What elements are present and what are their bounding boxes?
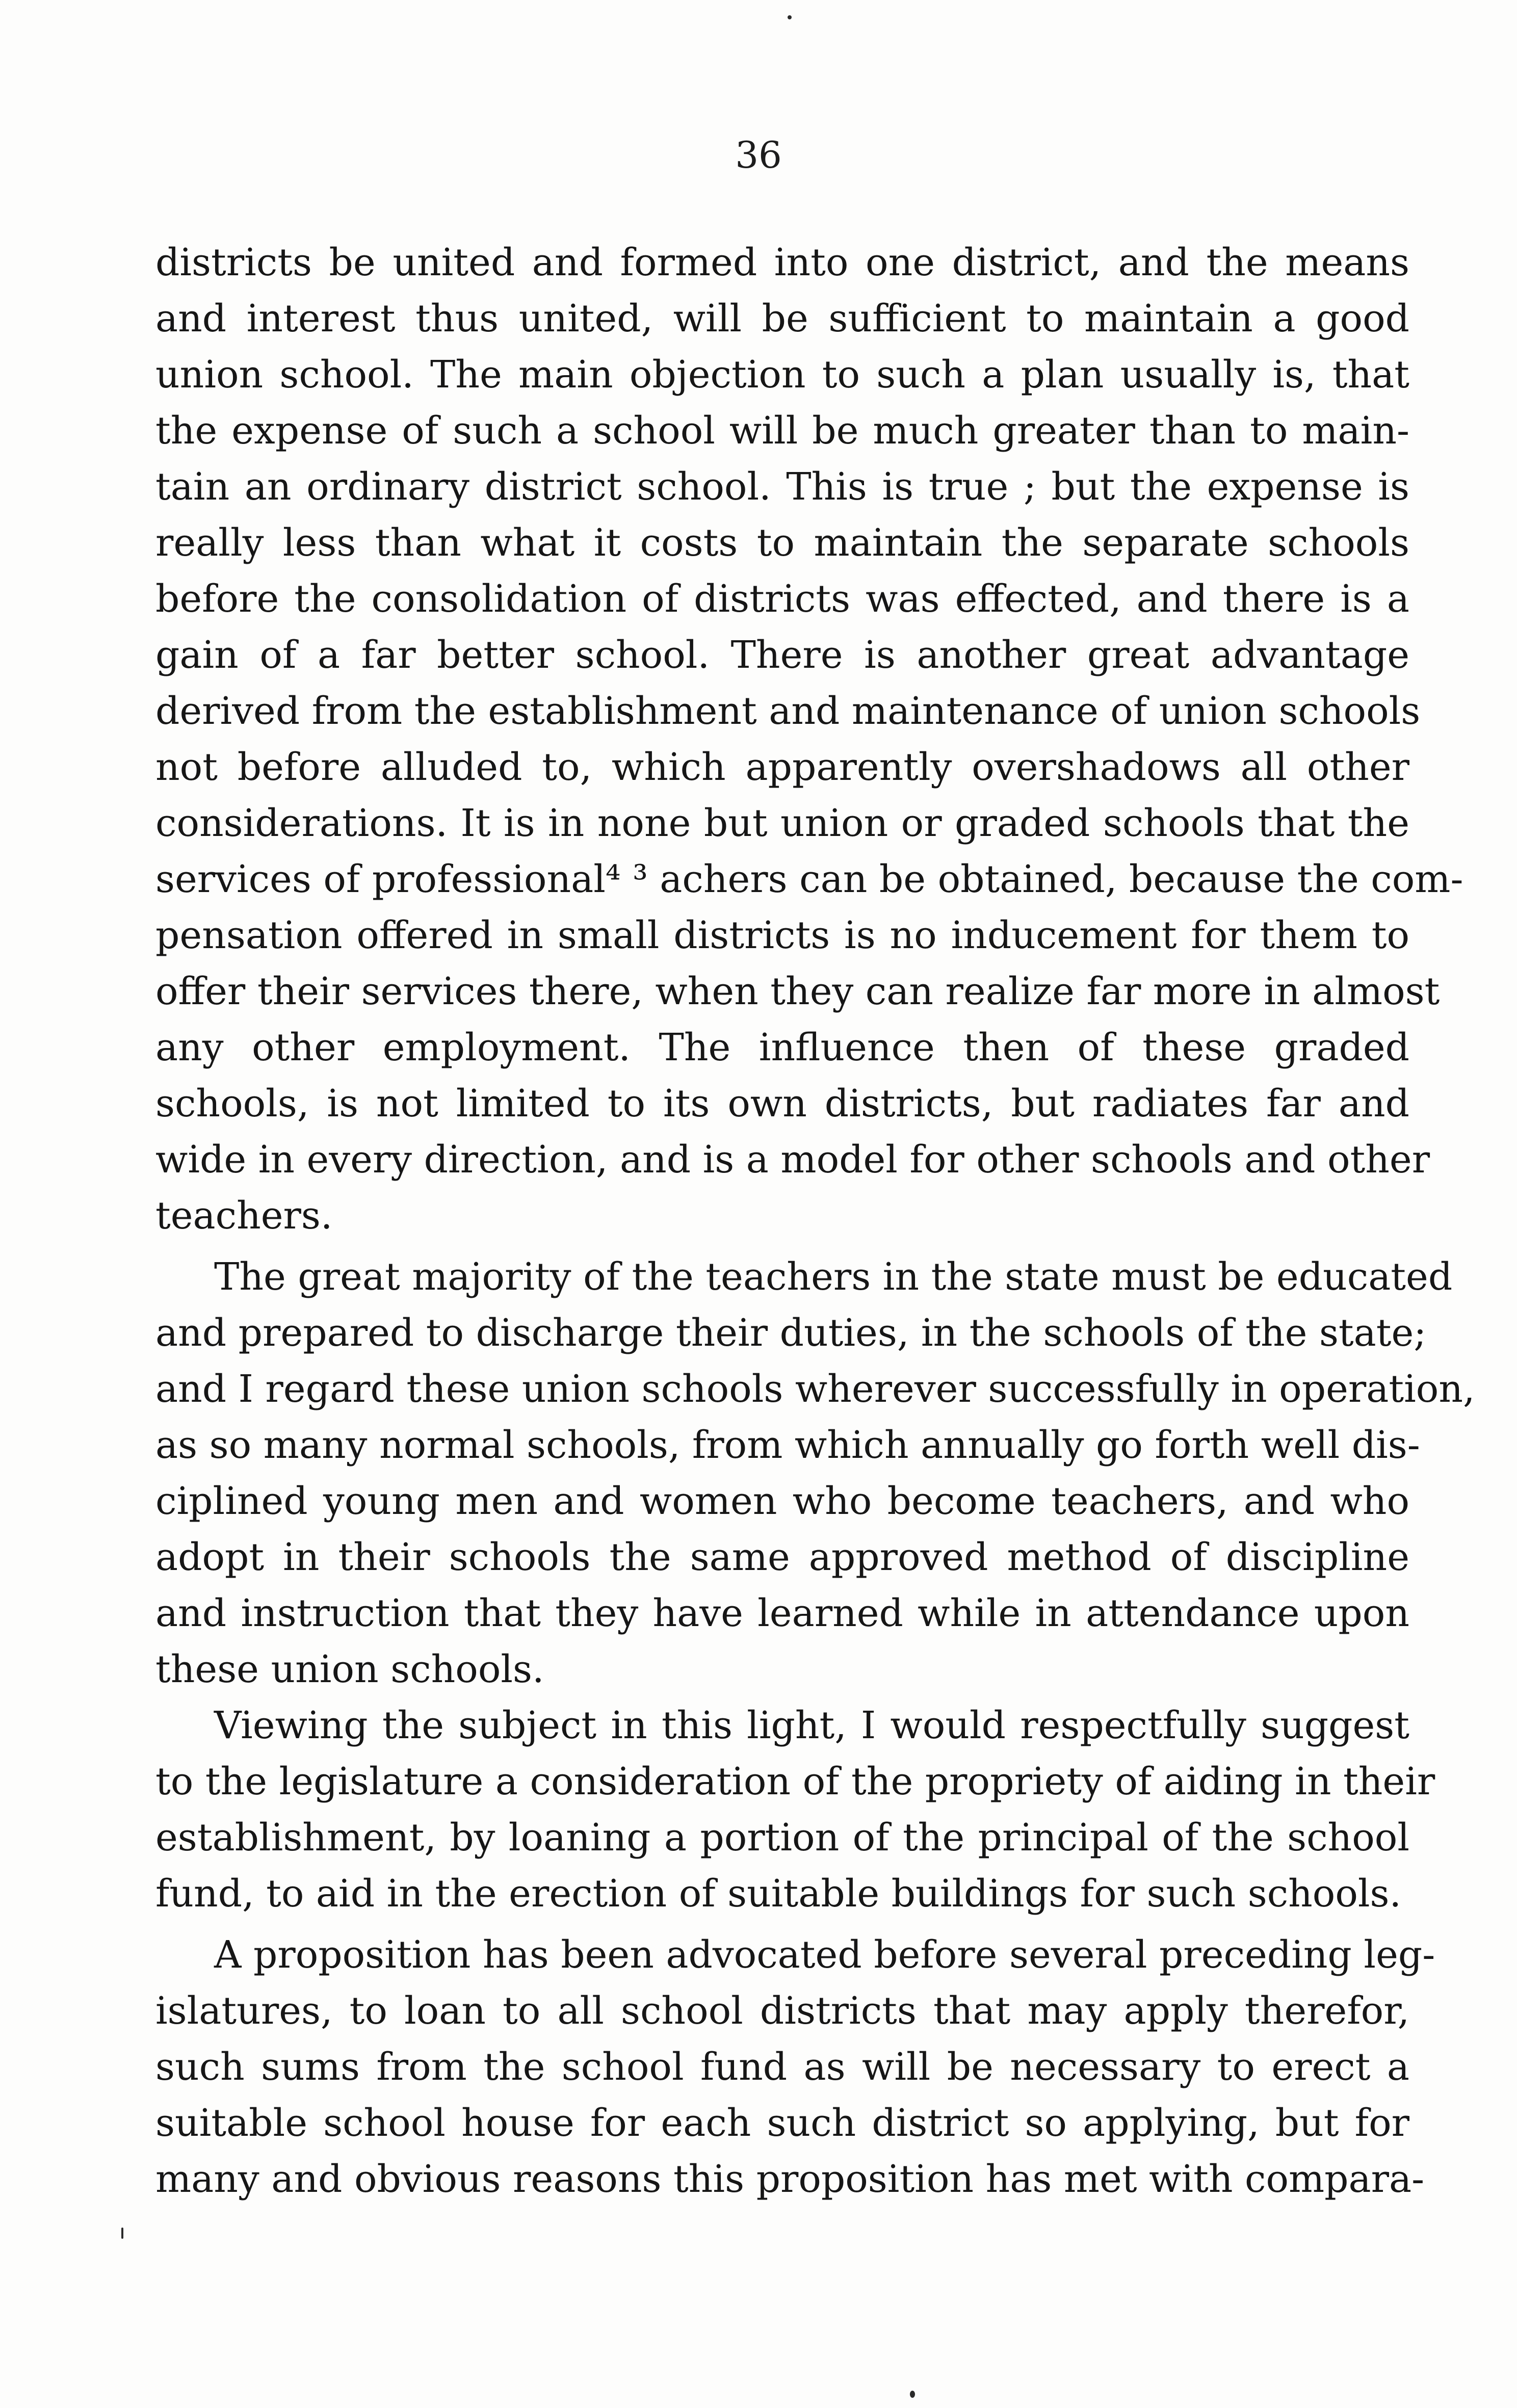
text-line: Viewing the subject in this light, I would respectfully suggest: [214, 1704, 1409, 1747]
text-line: teachers.: [155, 1194, 333, 1238]
text-line: and prepared to discharge their duties, in the schools of the state;: [155, 1311, 1427, 1355]
text-line: the expense of such a school will be much greater than to main-: [155, 409, 1409, 453]
text-line: wide in every direction, and is a model for other schools and other: [155, 1138, 1430, 1182]
text-line: The great majority of the teachers in the state must be educated: [214, 1255, 1453, 1299]
text-line: districts be united and formed into one district, and the means: [155, 241, 1409, 284]
ink-speck: [910, 2391, 915, 2398]
text-line: gain of a far better school. There is another great advantage: [155, 633, 1409, 677]
text-line: as so many normal schools, from which annually go forth well dis-: [155, 1423, 1420, 1467]
text-line: islatures, to loan to all school districts that may apply therefor,: [155, 1989, 1409, 2033]
text-line: considerations. It is in none but union or graded schools that the: [155, 801, 1409, 845]
text-line: services of professional⁴ ³ achers can be obtained, because the com-: [155, 857, 1463, 901]
text-line: offer their services there, when they can realize far more in almost: [155, 970, 1440, 1013]
text-line: fund, to aid in the erection of suitable buildings for such schools.: [155, 1872, 1402, 1916]
text-line: derived from the establishment and maintenance of union schools: [155, 689, 1421, 733]
text-line: establishment, by loaning a portion of the principal of the school: [155, 1816, 1409, 1860]
text-line: adopt in their schools the same approved method of discipline: [155, 1535, 1409, 1579]
text-line: these union schools.: [155, 1647, 544, 1691]
text-line: suitable school house for each such district so applying, but for: [155, 2101, 1409, 2145]
text-line: union school. The main objection to such a plan usually is, that: [155, 353, 1409, 397]
text-line: any other employment. The influence then of these graded: [155, 1026, 1409, 1069]
text-line: schools, is not limited to its own districts, but radiates far and: [155, 1082, 1409, 1126]
text-line: A proposition has been advocated before several preceding leg-: [214, 1933, 1435, 1977]
text-line: and I regard these union schools wherever successfully in operation,: [155, 1367, 1475, 1411]
text-line: such sums from the school fund as will be necessary to erect a: [155, 2045, 1409, 2089]
ink-speck: [788, 15, 792, 19]
text-line: and instruction that they have learned while in attendance upon: [155, 1591, 1409, 1635]
page-number: 36: [735, 134, 782, 176]
text-line: ciplined young men and women who become teachers, and who: [155, 1479, 1409, 1523]
text-line: many and obvious reasons this proposition has met with compara-: [155, 2157, 1425, 2201]
ink-speck: [121, 2228, 123, 2239]
text-line: to the legislature a consideration of the propriety of aiding in their: [155, 1760, 1435, 1803]
text-line: not before alluded to, which apparently overshadows all other: [155, 745, 1409, 789]
text-line: and interest thus united, will be sufficient to maintain a good: [155, 297, 1409, 341]
text-line: before the consolidation of districts was effected, and there is a: [155, 577, 1409, 621]
text-line: pensation offered in small districts is no inducement for them to: [155, 913, 1409, 957]
text-line: tain an ordinary district school. This is true ; but the expense is: [155, 465, 1409, 509]
text-line: really less than what it costs to maintain the separate schools: [155, 521, 1409, 565]
